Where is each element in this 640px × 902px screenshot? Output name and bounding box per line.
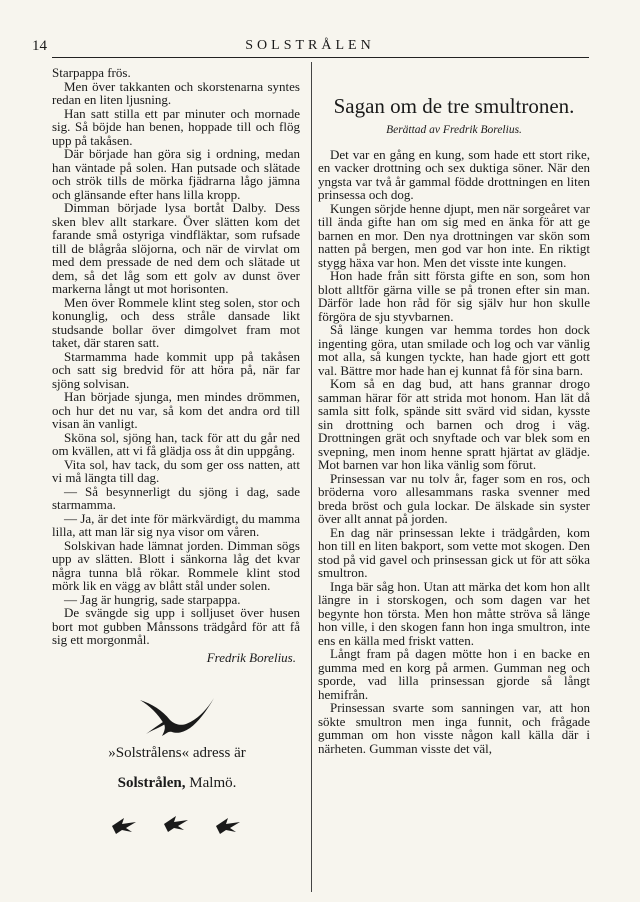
- paragraph: Kom så en dag bud, att hans grannar drogo samman härar för att strida mot honom. Han lät då samla sitt folk, spände sitt svärd vid sidan, kysste sin drottning och barnen och drog i väg. Drottningen grät och snyftade och var blek som en svepning, men inom henne spratt hjärtat av glädje. Mot barnen var hon lika vänlig som förut.: [318, 376, 590, 472]
- header-rule: [52, 57, 589, 58]
- paragraph: Starmamma hade kommit upp på takåsen och satt sig bredvid för att höra på, när far sjöng solvisan.: [52, 348, 300, 391]
- signature: Fredrik Borelius.: [206, 649, 296, 665]
- paragraph: Han började sjunga, men mindes drömmen, och hur det nu var, så kom det andra ord till visan än vanligt.: [52, 389, 300, 431]
- paragraph: Prinsessan var nu tolv år, fager som en ros, och bröderna voro allesammans raska svenner med breda bröst och gula lockar. De älskade sin syster över allt annat på jorden.: [318, 470, 590, 526]
- paragraph: Vita sol, hav tack, du som ger oss natten, att vi må längta till dag.: [52, 456, 300, 485]
- paragraph: Där började han göra sig i ordning, medan han väntade på solen. Han putsade och slätade och strök tills de mörka fjädrarna lågo jämna och glänsande efter hans lilla kropp.: [52, 146, 300, 202]
- paragraph: — Så besynnerligt du sjöng i dag, sade starmamma.: [52, 483, 300, 512]
- running-title: SOLSTRÅLEN: [245, 38, 375, 53]
- paragraph: — Jag är hungrig, sade starpappa.: [64, 591, 241, 607]
- page-number: 14: [32, 38, 47, 54]
- paragraph: Han satt stilla ett par minuter och mornade sig. Så böjde han benen, hoppade till och flög upp på takåsen.: [52, 105, 300, 148]
- paragraph: Men över Rommele klint steg solen, stor och konunglig, och dess stråle dansade likt studsande bollar över dimgolvet fram mot taket, där staren satt.: [52, 294, 300, 350]
- column-divider: [311, 62, 312, 892]
- paragraph: Inga bär såg hon. Utan att märka det kom hon allt längre in i storskogen, och som dagen var het begynte hon törsta. Men hon måtte ströva så länge hon ville, i den skogen fann hon inga smultron, inte ens en källa med friskt vatten.: [318, 578, 590, 648]
- birds-ornament-icon: [110, 812, 250, 836]
- paragraph: Dimman började lysa bortåt Dalby. Dess sken blev allt starkare. Över slätten kom det farande små ostyriga vindfläktar, som rufsade till de blågråa slöjorna, och när de virvlat om med dem pressade de ned dem och slätade ut dem, så det låg som ett golv av dunst över markerna långt ut mot horisonten.: [52, 200, 300, 296]
- paragraph: Sköna sol, sjöng han, tack för att du går ned om kvällen, att vi få glädja oss åt din uppgång.: [52, 429, 300, 458]
- paragraph: Prinsessan svarte som sanningen var, att hon sökte smultron men inga funnit, och frågade gumman om hon visste någon kall källa där i närheten. Gumman visste det väl,: [318, 700, 590, 756]
- right-column: [318, 66, 590, 755]
- page-header: [32, 38, 588, 58]
- paragraph: Kungen sörjde henne djupt, men när sorgeåret var till ända gifte han om sig med en änka för att ge barnen en mor. Den nya drottningen var skön som natten på bergen, men god var hon inte. En riktigt stygg häxa var hon. Men det visste inte kungen.: [318, 200, 590, 270]
- paragraph: Långt fram på dagen mötte hon i en backe en gumma med en korg på armen. Gumman neg och sporde, vad lilla prinsessan gjorde så långt hemifrån.: [318, 646, 590, 702]
- paragraph: Så länge kungen var hemma tordes hon dock ingenting göra, utan smilade och log och var vänlig mot alla, så kungen tyckte, han hade gjort ett gott val. Bättre mor hade han ej kunnat få för sina barn.: [318, 322, 590, 378]
- notice-city: Malmö.: [189, 775, 237, 791]
- notice-line: »Solstrålens« adress är: [108, 745, 246, 761]
- paragraph: Det var en gång en kung, som hade ett stort rike, en vacker drottning och sex duktiga söner. När den yngsta var två år gammal födde drottningen en liten prinsessa och dog.: [318, 146, 590, 202]
- notice-address: [52, 772, 302, 794]
- notice-name: Solstrålen,: [117, 775, 186, 791]
- paragraph: — Ja, är det inte för märkvärdigt, du mamma lilla, att man lär sig nya visor om våren.: [52, 510, 300, 539]
- swallow-icon: [138, 694, 218, 738]
- story-title: Sagan om de tre smultronen.: [333, 94, 575, 118]
- byline-prefix: Berättad av: [386, 124, 441, 136]
- paragraph: Starpappa frös.: [52, 65, 131, 80]
- byline-author: Fredrik Borelius.: [442, 124, 522, 136]
- story-byline: [318, 124, 590, 138]
- paragraph: De svängde sig upp i solljuset över husen bort mot gubben Månssons trädgård för att få sig ett morgonmål.: [52, 605, 300, 647]
- address-notice: [52, 742, 302, 794]
- paragraph: Hon hade från sitt första gifte en son, som hon blott alltför gärna ville se på tronen efter sin man. Därför lade hon råd för sig själv hur hon skulle förgöra de sju styvbarnen.: [318, 268, 590, 324]
- paragraph: En dag när prinsessan lekte i trädgården, kom hon till en liten bakport, som vette mot skogen. Den stod på vid gavel och prinsessan gick ut för att söka smultron.: [318, 524, 590, 580]
- left-column: [52, 66, 300, 664]
- paragraph: Solskivan hade lämnat jorden. Dimman sögs upp av slätten. Blott i sänkorna låg det kvar några tunna blå rökar. Rommele klint stod mörk lik en vägg av blått stål under solen.: [52, 537, 300, 593]
- paragraph: Men över takkanten och skorstenarna syntes redan en liten ljusning.: [52, 78, 300, 107]
